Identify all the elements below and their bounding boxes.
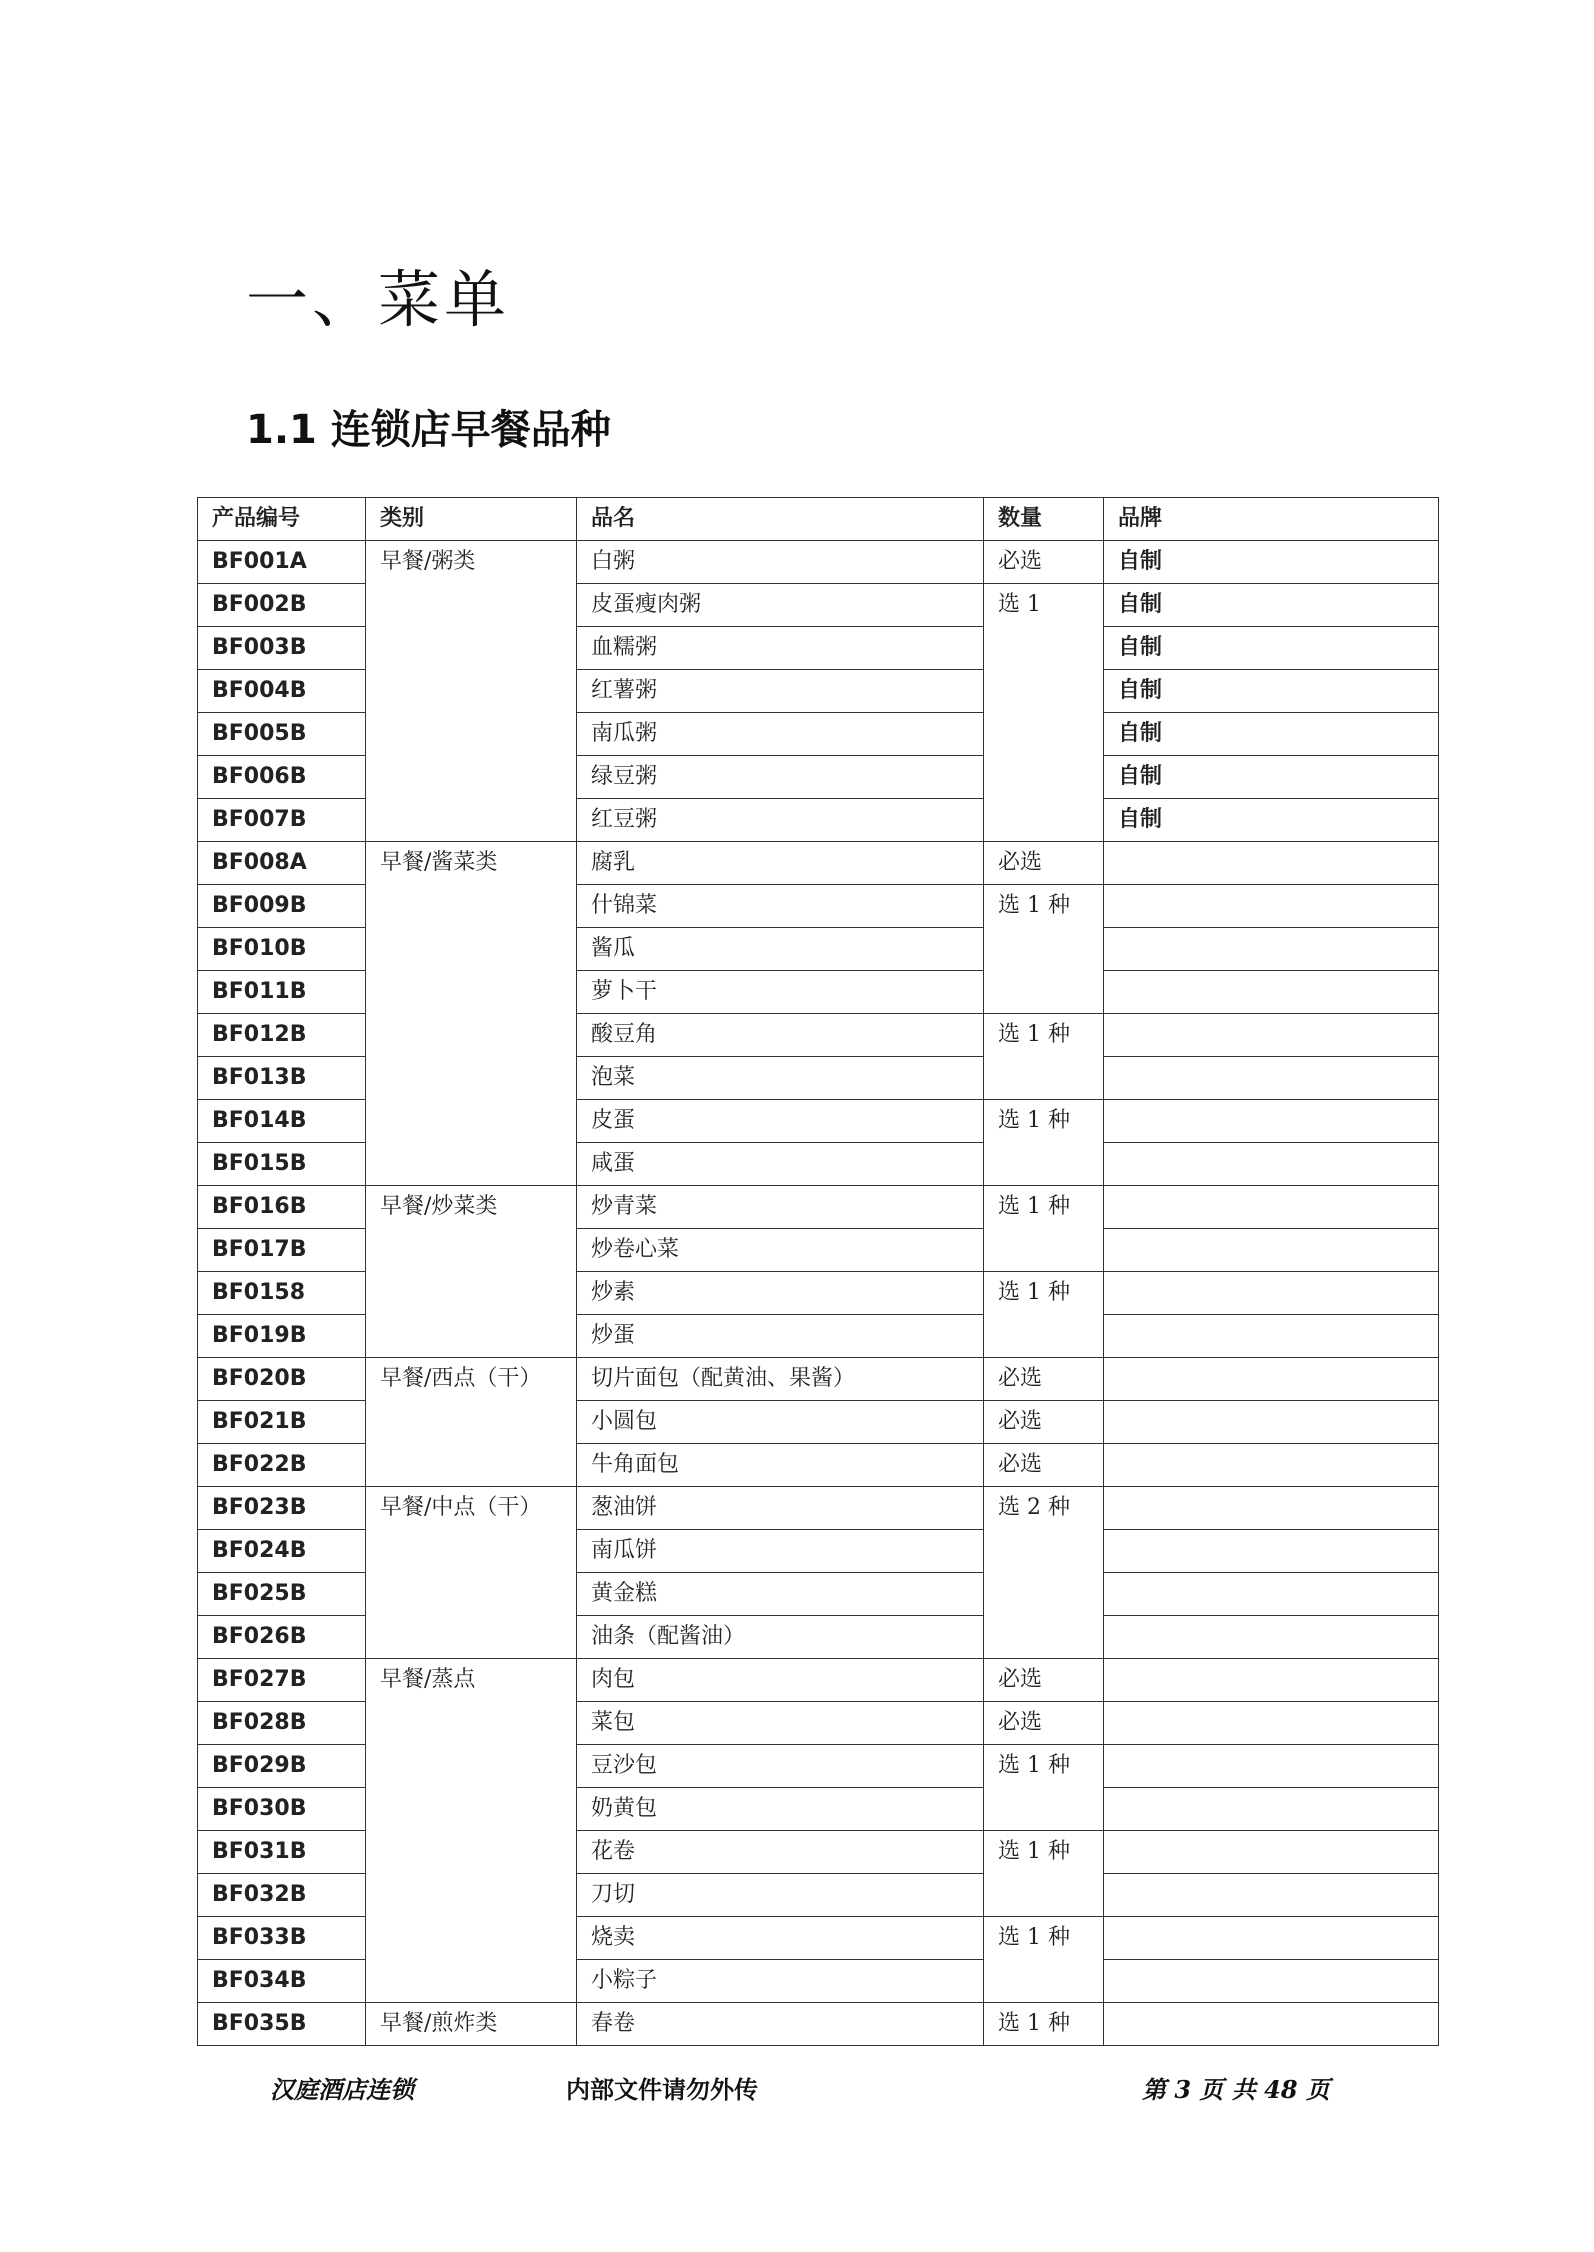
table-row xyxy=(198,1659,1439,1702)
product-name-cell: 烧卖 xyxy=(577,1917,984,1960)
product-name-cell: 牛角面包 xyxy=(577,1444,984,1487)
product-code-cell: BF015B xyxy=(198,1143,366,1186)
quantity-cell: 选 1 种 xyxy=(984,1186,1104,1272)
product-code-cell: BF011B xyxy=(198,971,366,1014)
quantity-cell: 选 1 种 xyxy=(984,1745,1104,1831)
quantity-cell: 选 1 种 xyxy=(984,1917,1104,2003)
product-name-cell: 春卷 xyxy=(577,2003,984,2046)
product-code-cell: BF025B xyxy=(198,1573,366,1616)
quantity-cell: 选 1 种 xyxy=(984,1272,1104,1358)
brand-cell xyxy=(1104,1100,1439,1143)
product-name-cell: 小圆包 xyxy=(577,1401,984,1444)
product-code-cell: BF028B xyxy=(198,1702,366,1745)
product-name-cell: 皮蛋瘦肉粥 xyxy=(577,584,984,627)
product-code-cell: BF027B xyxy=(198,1659,366,1702)
quantity-cell: 必选 xyxy=(984,842,1104,885)
brand-cell: 自制 xyxy=(1104,541,1439,584)
product-code-cell: BF005B xyxy=(198,713,366,756)
quantity-cell: 必选 xyxy=(984,541,1104,584)
product-name-cell: 白粥 xyxy=(577,541,984,584)
brand-cell xyxy=(1104,885,1439,928)
product-code-cell: BF032B xyxy=(198,1874,366,1917)
product-name-cell: 刀切 xyxy=(577,1874,984,1917)
product-name-cell: 绿豆粥 xyxy=(577,756,984,799)
product-code-cell: BF031B xyxy=(198,1831,366,1874)
product-code-cell: BF029B xyxy=(198,1745,366,1788)
brand-cell xyxy=(1104,1143,1439,1186)
product-code-cell: BF030B xyxy=(198,1788,366,1831)
header-product-name: 品名 xyxy=(577,498,984,541)
product-name-cell: 南瓜粥 xyxy=(577,713,984,756)
product-code-cell: BF002B xyxy=(198,584,366,627)
table-header-row xyxy=(198,498,1439,541)
brand-cell xyxy=(1104,928,1439,971)
product-code-cell: BF021B xyxy=(198,1401,366,1444)
brand-cell xyxy=(1104,1444,1439,1487)
product-code-cell: BF024B xyxy=(198,1530,366,1573)
brand-cell xyxy=(1104,1788,1439,1831)
brand-cell xyxy=(1104,1401,1439,1444)
brand-cell xyxy=(1104,1702,1439,1745)
product-name-cell: 切片面包（配黄油、果酱） xyxy=(577,1358,984,1401)
product-code-cell: BF035B xyxy=(198,2003,366,2046)
table-row xyxy=(198,541,1439,584)
product-code-cell: BF016B xyxy=(198,1186,366,1229)
product-name-cell: 血糯粥 xyxy=(577,627,984,670)
brand-cell xyxy=(1104,1874,1439,1917)
brand-cell xyxy=(1104,1229,1439,1272)
product-name-cell: 红薯粥 xyxy=(577,670,984,713)
product-name-cell: 炒卷心菜 xyxy=(577,1229,984,1272)
product-name-cell: 肉包 xyxy=(577,1659,984,1702)
product-name-cell: 炒素 xyxy=(577,1272,984,1315)
product-code-cell: BF008A xyxy=(198,842,366,885)
category-cell: 早餐/炒菜类 xyxy=(366,1186,577,1358)
brand-cell xyxy=(1104,1358,1439,1401)
product-code-cell: BF022B xyxy=(198,1444,366,1487)
table-row xyxy=(198,2003,1439,2046)
brand-cell xyxy=(1104,2003,1439,2046)
footer-company: 汉庭酒店连锁 xyxy=(270,2075,414,2104)
header-quantity: 数量 xyxy=(984,498,1104,541)
product-name-cell: 奶黄包 xyxy=(577,1788,984,1831)
brand-cell xyxy=(1104,1831,1439,1874)
product-name-cell: 酸豆角 xyxy=(577,1014,984,1057)
product-name-cell: 腐乳 xyxy=(577,842,984,885)
product-code-cell: BF017B xyxy=(198,1229,366,1272)
category-cell: 早餐/西点（干） xyxy=(366,1358,577,1487)
product-name-cell: 花卷 xyxy=(577,1831,984,1874)
quantity-cell: 选 1 种 xyxy=(984,1100,1104,1186)
product-name-cell: 黄金糕 xyxy=(577,1573,984,1616)
brand-cell xyxy=(1104,1057,1439,1100)
quantity-cell: 选 1 种 xyxy=(984,2003,1104,2046)
product-name-cell: 油条（配酱油） xyxy=(577,1616,984,1659)
brand-cell xyxy=(1104,971,1439,1014)
brand-cell: 自制 xyxy=(1104,713,1439,756)
product-code-cell: BF0158 xyxy=(198,1272,366,1315)
product-code-cell: BF020B xyxy=(198,1358,366,1401)
product-name-cell: 咸蛋 xyxy=(577,1143,984,1186)
brand-cell xyxy=(1104,1272,1439,1315)
quantity-cell: 必选 xyxy=(984,1444,1104,1487)
product-code-cell: BF007B xyxy=(198,799,366,842)
product-name-cell: 小粽子 xyxy=(577,1960,984,2003)
product-name-cell: 萝卜干 xyxy=(577,971,984,1014)
product-name-cell: 酱瓜 xyxy=(577,928,984,971)
table-row xyxy=(198,842,1439,885)
product-name-cell: 泡菜 xyxy=(577,1057,984,1100)
product-name-cell: 菜包 xyxy=(577,1702,984,1745)
breakfast-menu-table xyxy=(197,497,1439,2046)
quantity-cell: 选 1 种 xyxy=(984,1831,1104,1917)
quantity-cell: 必选 xyxy=(984,1358,1104,1401)
header-product-code: 产品编号 xyxy=(198,498,366,541)
footer-page-number: 第 3 页 共 48 页 xyxy=(1142,2075,1330,2104)
table-row xyxy=(198,1186,1439,1229)
product-code-cell: BF014B xyxy=(198,1100,366,1143)
category-cell: 早餐/蒸点 xyxy=(366,1659,577,2003)
brand-cell: 自制 xyxy=(1104,799,1439,842)
brand-cell xyxy=(1104,1573,1439,1616)
category-cell: 早餐/煎炸类 xyxy=(366,2003,577,2046)
table-body xyxy=(198,541,1439,2046)
product-code-cell: BF019B xyxy=(198,1315,366,1358)
quantity-cell: 选 1 xyxy=(984,584,1104,842)
brand-cell xyxy=(1104,1186,1439,1229)
page-title: 一、菜单 xyxy=(246,263,511,336)
product-code-cell: BF012B xyxy=(198,1014,366,1057)
product-code-cell: BF034B xyxy=(198,1960,366,2003)
quantity-cell: 必选 xyxy=(984,1401,1104,1444)
product-code-cell: BF013B xyxy=(198,1057,366,1100)
product-code-cell: BF006B xyxy=(198,756,366,799)
brand-cell xyxy=(1104,1960,1439,2003)
product-code-cell: BF026B xyxy=(198,1616,366,1659)
product-name-cell: 什锦菜 xyxy=(577,885,984,928)
brand-cell xyxy=(1104,1745,1439,1788)
product-code-cell: BF001A xyxy=(198,541,366,584)
quantity-cell: 必选 xyxy=(984,1702,1104,1745)
product-name-cell: 红豆粥 xyxy=(577,799,984,842)
product-code-cell: BF033B xyxy=(198,1917,366,1960)
brand-cell: 自制 xyxy=(1104,670,1439,713)
product-name-cell: 豆沙包 xyxy=(577,1745,984,1788)
brand-cell xyxy=(1104,842,1439,885)
category-cell: 早餐/酱菜类 xyxy=(366,842,577,1186)
table-row xyxy=(198,1487,1439,1530)
brand-cell: 自制 xyxy=(1104,584,1439,627)
brand-cell xyxy=(1104,1616,1439,1659)
header-brand: 品牌 xyxy=(1104,498,1439,541)
product-code-cell: BF009B xyxy=(198,885,366,928)
brand-cell xyxy=(1104,1315,1439,1358)
product-code-cell: BF003B xyxy=(198,627,366,670)
product-name-cell: 南瓜饼 xyxy=(577,1530,984,1573)
quantity-cell: 必选 xyxy=(984,1659,1104,1702)
quantity-cell: 选 1 种 xyxy=(984,885,1104,1014)
brand-cell xyxy=(1104,1014,1439,1057)
product-name-cell: 皮蛋 xyxy=(577,1100,984,1143)
brand-cell xyxy=(1104,1530,1439,1573)
product-name-cell: 炒蛋 xyxy=(577,1315,984,1358)
table-row xyxy=(198,1358,1439,1401)
category-cell: 早餐/粥类 xyxy=(366,541,577,842)
product-code-cell: BF010B xyxy=(198,928,366,971)
product-name-cell: 葱油饼 xyxy=(577,1487,984,1530)
category-cell: 早餐/中点（干） xyxy=(366,1487,577,1659)
quantity-cell: 选 1 种 xyxy=(984,1014,1104,1100)
footer-confidential-notice: 内部文件请勿外传 xyxy=(566,2076,758,2104)
product-code-cell: BF023B xyxy=(198,1487,366,1530)
header-category: 类别 xyxy=(366,498,577,541)
brand-cell xyxy=(1104,1917,1439,1960)
product-name-cell: 炒青菜 xyxy=(577,1186,984,1229)
brand-cell: 自制 xyxy=(1104,756,1439,799)
quantity-cell: 选 2 种 xyxy=(984,1487,1104,1659)
brand-cell xyxy=(1104,1487,1439,1530)
product-code-cell: BF004B xyxy=(198,670,366,713)
brand-cell: 自制 xyxy=(1104,627,1439,670)
brand-cell xyxy=(1104,1659,1439,1702)
section-heading: 1.1 连锁店早餐品种 xyxy=(246,407,611,453)
